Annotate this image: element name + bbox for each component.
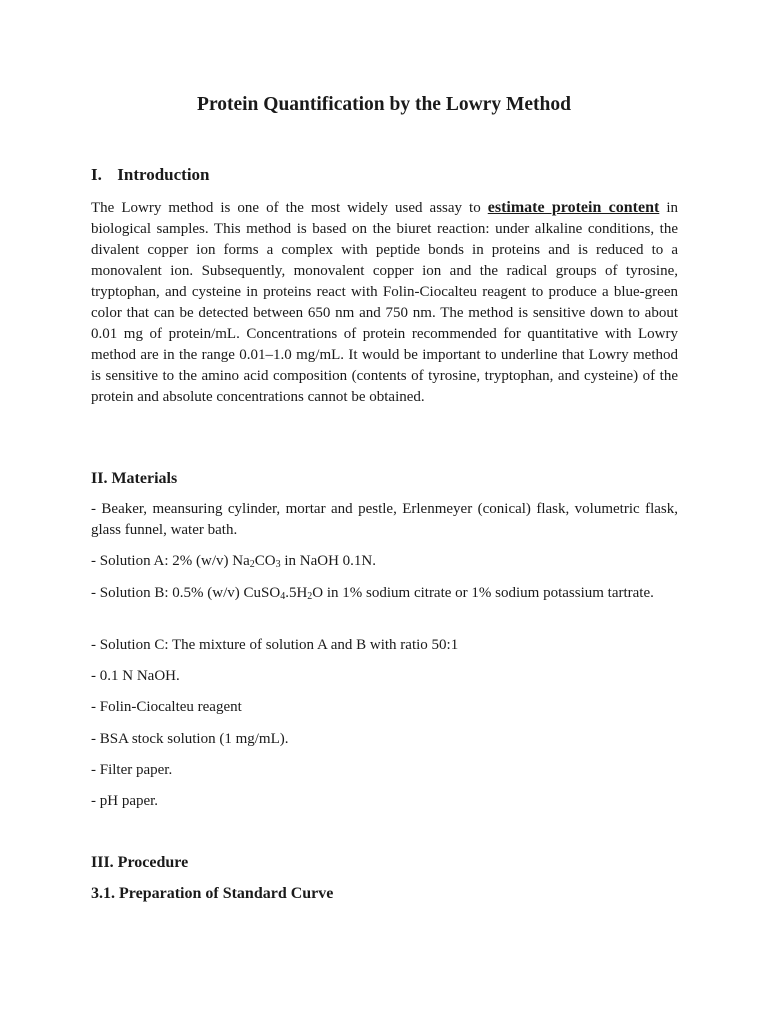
solution-a-sub2: 3 [275,559,281,570]
introduction-heading [91,165,210,185]
solution-a-prefix: - Solution A: 2% (w/v) Na [91,553,250,569]
materials-item-ph-paper: - pH paper. [91,793,159,809]
materials-item-naoh: - 0.1 N NaOH. [91,668,180,684]
introduction-heading-text: Introduction [117,165,210,184]
solution-b-prefix: - Solution B: 0.5% (w/v) CuSO [91,585,281,601]
materials-item-solution-a [91,551,678,572]
materials-heading: II. Materials [91,470,178,487]
solution-a-mid: CO [254,553,276,569]
materials-item-filter-paper: - Filter paper. [91,762,173,778]
solution-b-sub1: 4 [280,591,286,602]
solution-b-sub2: 2 [307,591,313,602]
procedure-heading: III. Procedure [91,854,189,871]
materials-item-folin-reagent: - Folin-Ciocalteu reagent [91,699,242,715]
standard-curve-subheading: 3.1. Preparation of Standard Curve [91,885,334,902]
intro-text-after: in biological samples. This method is based on the biuret reaction: under alkaline conditions, the divalent copper ion forms a complex with peptide bonds in proteins and is reduced to a monovalent ion. Subsequently, monovalent copper ion and the radical groups of tyrosine, tryptophan, and cysteine in proteins react with Folin-Ciocalteu reagent to produce a blue-green color that can be detected between 650 nm and 750 nm. The method is sensitive down to about 0.01 mg of protein/mL. Concentrations of protein recommended for quantitative with Lowry method are in the range 0.01–1.0 mg/mL. It would be important to underline that Lowry method is sensitive to the amino acid composition (contents of tyrosine, tryptophan, and cysteine) of the protein and absolute concentrations cannot be obtained. [91,200,679,405]
introduction-paragraph [91,197,678,408]
solution-b-suffix: O in 1% sodium citrate or 1% sodium potassium tartrate. [312,585,654,601]
document-title: Protein Quantification by the Lowry Method [197,94,571,115]
introduction-number: I. [91,165,102,184]
solution-a-suffix: in NaOH 0.1N. [280,553,376,569]
solution-b-mid: .5H [285,585,308,601]
intro-emphasis: estimate protein content [487,199,660,216]
materials-item-solution-c: - Solution C: The mixture of solution A and B with ratio 50:1 [91,637,459,653]
intro-text-before: The Lowry method is one of the most widely used assay to [91,200,488,216]
materials-item-solution-b [91,583,678,604]
materials-item-equipment: - Beaker, meansuring cylinder, mortar and pestle, Erlenmeyer (conical) flask, volumetric flask, glass funnel, water bath. [91,501,678,538]
solution-a-sub1: 2 [249,559,255,570]
materials-item-bsa-stock: - BSA stock solution (1 mg/mL). [91,731,289,747]
